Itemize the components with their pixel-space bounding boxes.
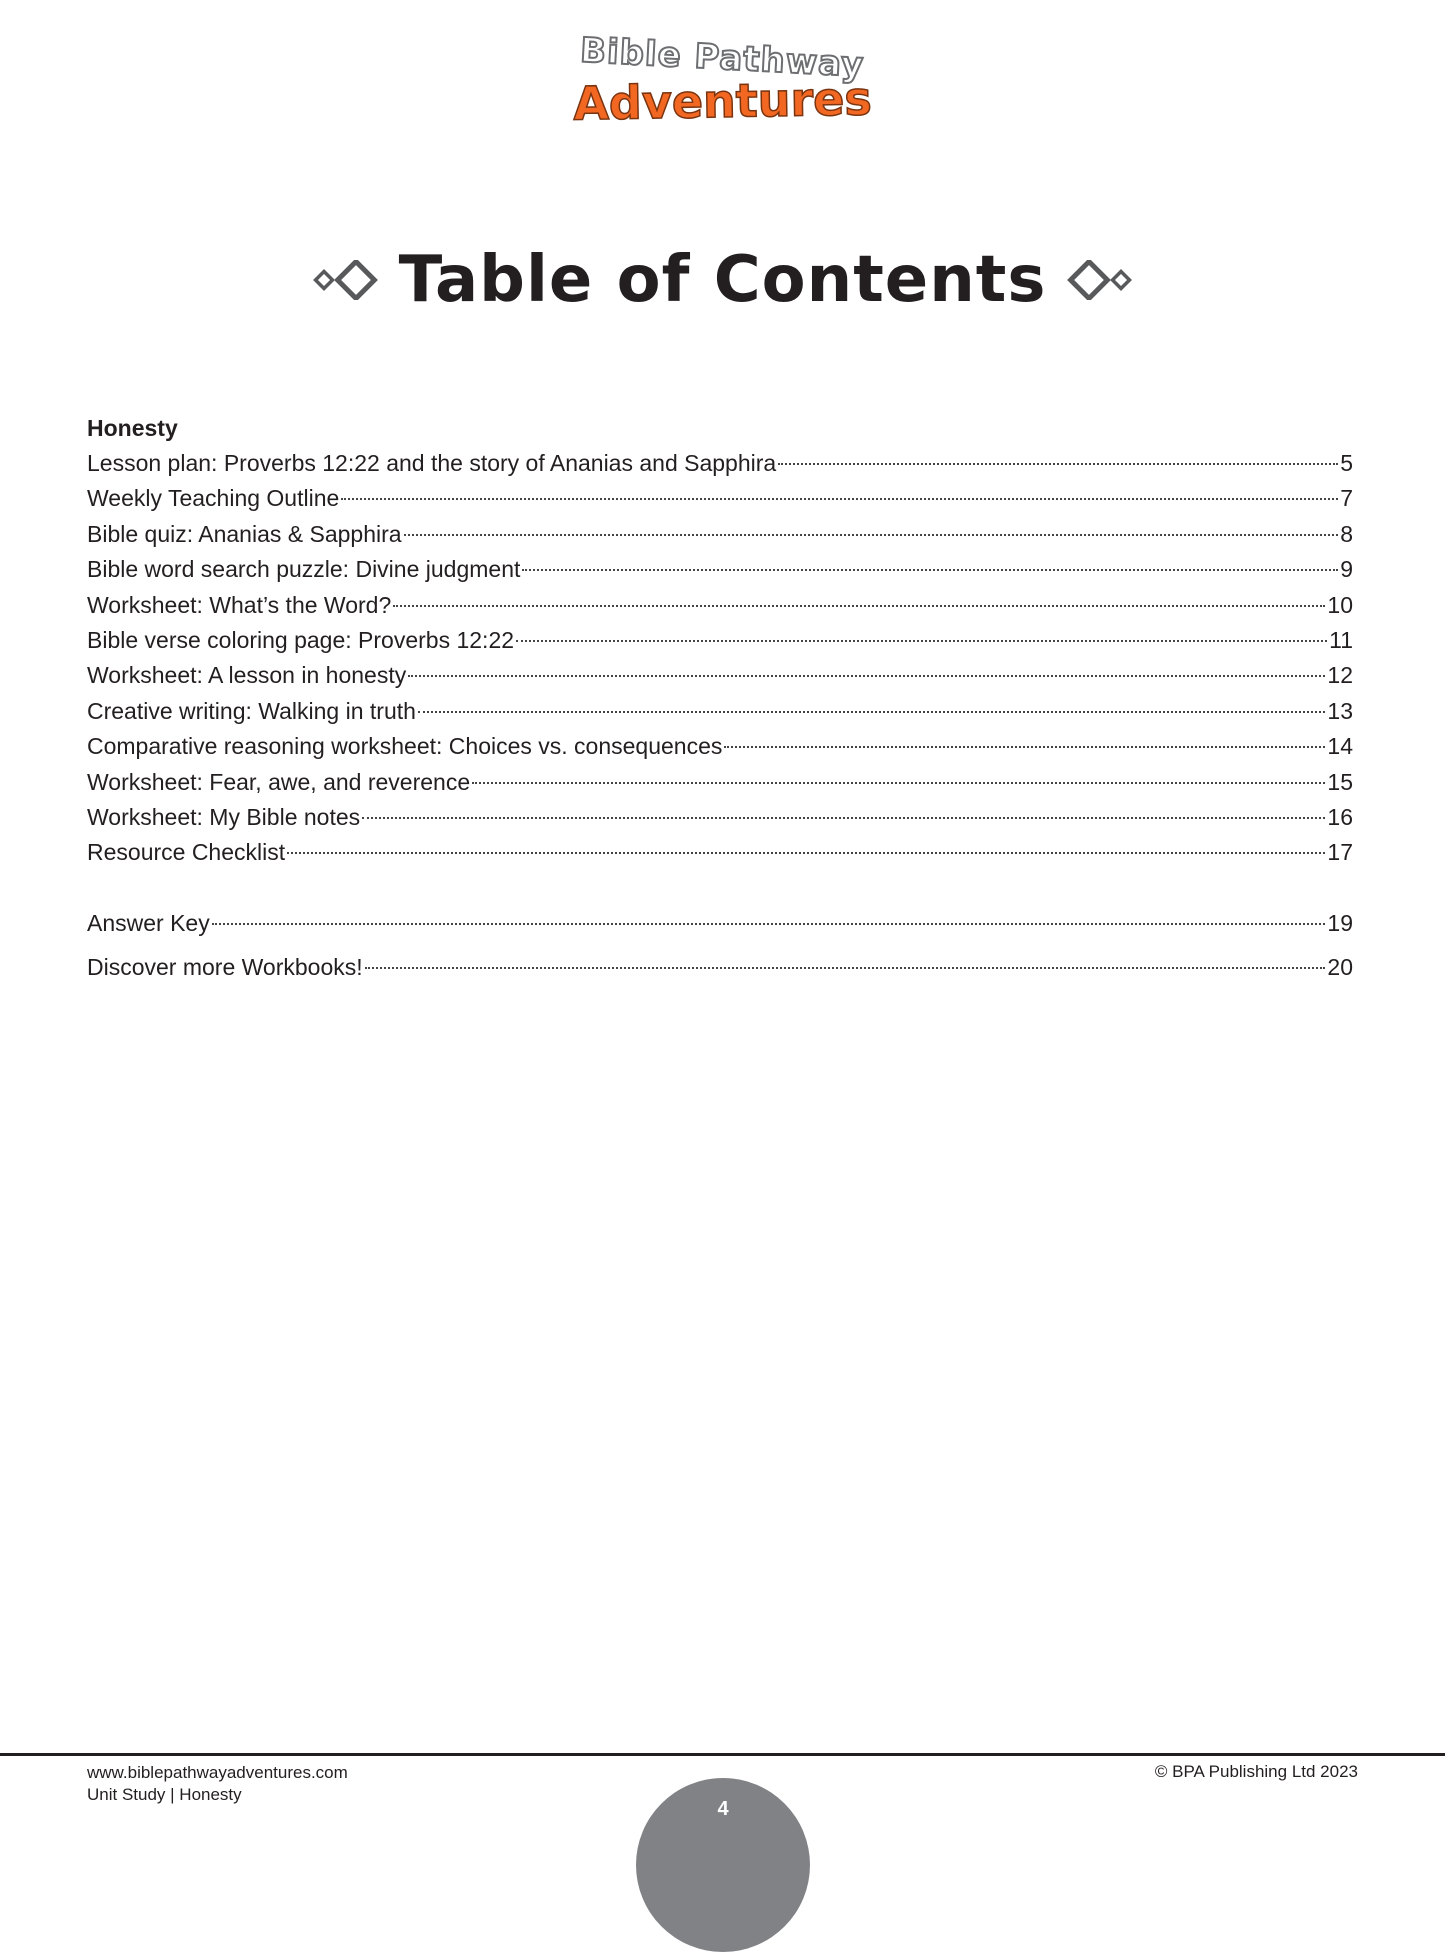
toc-entry[interactable] — [87, 552, 1353, 587]
toc-entry-label: Worksheet: My Bible notes — [87, 803, 361, 830]
toc-entry-label: Bible verse coloring page: Proverbs 12:22 — [87, 626, 515, 653]
toc-entry-label: Answer Key — [87, 909, 210, 936]
toc-entry[interactable] — [87, 658, 1353, 693]
toc-entry-label: Comparative reasoning worksheet: Choices vs. consequences — [87, 733, 723, 760]
toc-entry-label: Resource Checklist — [87, 839, 286, 866]
dot-leader — [778, 463, 1338, 465]
footer-left — [87, 1762, 348, 1806]
dot-leader — [341, 498, 1338, 500]
dot-leader — [516, 640, 1327, 642]
toc-entry-page: 15 — [1327, 768, 1353, 795]
footer-copyright: © BPA Publishing Ltd 2023 — [1154, 1762, 1358, 1781]
toc-entry[interactable] — [87, 588, 1353, 623]
logo — [0, 30, 1445, 131]
toc-entry[interactable] — [87, 835, 1353, 870]
section-heading: Honesty — [87, 415, 178, 441]
toc-entry[interactable] — [87, 623, 1353, 658]
footer-divider — [0, 1753, 1445, 1756]
toc-entry[interactable] — [87, 694, 1353, 729]
footer-website-link[interactable]: www.biblepathwayadventures.com — [87, 1763, 348, 1782]
toc-entry-label: Worksheet: What’s the Word? — [87, 591, 392, 618]
logo-line-bible-pathway: Bible Pathway — [579, 30, 866, 86]
toc-entry-page: 11 — [1329, 626, 1353, 653]
toc-entry-label: Lesson plan: Proverbs 12:22 and the story of Ananias and Sapphira — [87, 450, 777, 476]
toc-entry-page: 13 — [1327, 697, 1353, 724]
page-number: 4 — [717, 1798, 729, 1820]
toc-entry-page: 19 — [1327, 909, 1353, 936]
toc-entry[interactable] — [87, 517, 1353, 552]
diamond-ornament-right-icon — [1066, 260, 1132, 300]
spacer — [87, 871, 1353, 906]
dot-leader — [365, 967, 1326, 969]
toc-entry-discover-workbooks[interactable] — [87, 950, 1353, 985]
dot-leader — [362, 817, 1325, 819]
toc-entry[interactable] — [87, 729, 1353, 764]
dot-leader — [212, 923, 1326, 925]
toc-entry-page: 10 — [1327, 591, 1353, 618]
toc-entry-page: 12 — [1327, 662, 1353, 689]
spacer — [87, 941, 1353, 950]
toc-entry-page: 5 — [1340, 450, 1353, 476]
dot-leader — [472, 782, 1325, 784]
diamond-ornament-left-icon — [313, 260, 379, 300]
toc-entry-answer-key[interactable] — [87, 906, 1353, 941]
toc-entry-label: Worksheet: Fear, awe, and reverence — [87, 768, 471, 795]
dot-leader — [418, 711, 1325, 713]
toc-entry-label: Creative writing: Walking in truth — [87, 697, 416, 724]
toc-entry-page: 20 — [1327, 954, 1353, 981]
toc-entry-label: Bible quiz: Ananias & Sapphira — [87, 520, 402, 547]
toc-entry-page: 14 — [1327, 733, 1353, 760]
toc-entry-page: 16 — [1327, 803, 1353, 830]
dot-leader — [522, 569, 1338, 571]
toc-entry[interactable] — [87, 800, 1353, 835]
toc-entry-page: 8 — [1340, 520, 1353, 547]
toc-entry-page: 17 — [1327, 839, 1353, 866]
table-of-contents — [87, 410, 1353, 985]
dot-leader — [724, 746, 1325, 748]
title-row — [0, 240, 1445, 320]
toc-entry-label: Bible word search puzzle: Divine judgment — [87, 556, 521, 583]
toc-entry-label: Discover more Workbooks! — [87, 954, 363, 981]
dot-leader — [287, 852, 1325, 854]
toc-entry-page: 9 — [1340, 556, 1353, 583]
footer-unit-label: Unit Study | Honesty — [87, 1785, 242, 1804]
logo-line-adventures: Adventures — [572, 71, 873, 131]
toc-entry-page: 7 — [1340, 485, 1353, 512]
toc-entry[interactable] — [87, 765, 1353, 800]
dot-leader — [393, 605, 1325, 607]
toc-entry-label: Worksheet: A lesson in honesty — [87, 662, 407, 689]
toc-entry[interactable] — [87, 481, 1353, 516]
page-title: Table of Contents — [398, 243, 1047, 317]
dot-leader — [408, 675, 1325, 677]
toc-entry[interactable] — [87, 446, 1353, 481]
toc-entry-label: Weekly Teaching Outline — [87, 485, 340, 512]
dot-leader — [404, 534, 1339, 536]
